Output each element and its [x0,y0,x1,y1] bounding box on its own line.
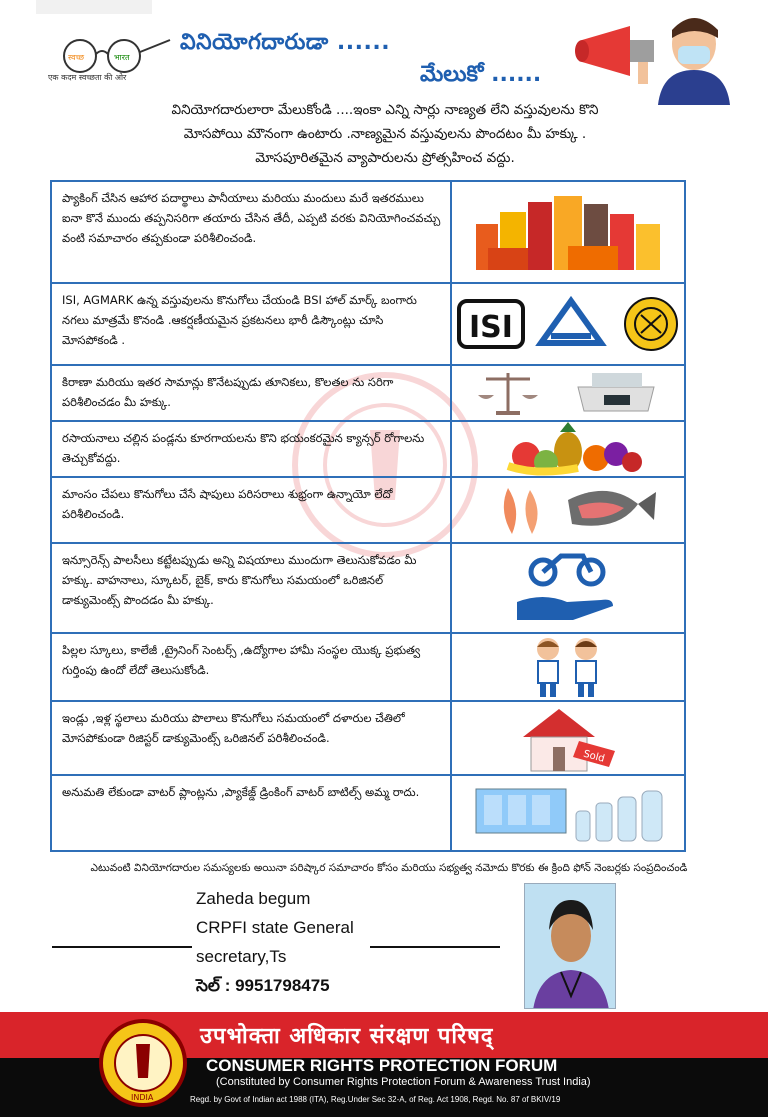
fruits-icon [452,422,684,476]
meat-fish-icon [452,478,684,542]
vehicle-insurance-icon [452,544,684,632]
banner-english-title: CONSUMER RIGHTS PROTECTION FORUM [206,1056,558,1075]
table-row [52,420,684,476]
tip-text: ISI, AGMARK ఉన్న వస్తువులను కొనుగోలు చేయండి BSI హాల్ మార్క్ బంగారు నగలు మాత్రమే కొనండి .ఆకర్షణీయమైన ప్రకటనలు భారీ డిస్కౌంట్లు చూసి మోసపోకండి . [52,284,452,364]
crpf-seal-icon [98,1018,188,1108]
tip-text: కిరాణా మరియు ఇతర సామాన్లు కొనేటప్పుడు తూనికలు, కొలతల ను సరిగా పరిశీలించడం మీ హక్కు. [52,366,452,420]
water-bottles-icon [452,776,684,850]
seal-india-label: INDIA [131,1093,154,1102]
intro-line2: మోసపోయి మౌనంగా ఉంటారు .నాణ్యమైన వస్తువులను పొందటం మీ హక్కు . [183,126,587,142]
title-line1: వినియోగదారుడా ...... [180,30,391,55]
packaged-food-icon [452,182,684,282]
tip-text: రసాయనాలు చల్లిన పండ్లను కూరగాయలను కొని భయంకరమైన క్యాన్సర్ రోగాలను తెచ్చుకోవద్దు. [52,422,452,476]
table-row [52,364,684,420]
tip-text: ఇండ్లు ,ఇళ్ల స్థలాలు మరియు పొలాలు కొనుగోలు సమయంలో దళారుల చేతిలో మోసపోకుండా రిజిస్టర్ డాక్యుమెంట్స్ ఒరిజినల్ పరిశీలించండి. [52,702,452,774]
swachh-left-text: स्वच्छ [68,53,85,62]
intro-line3: మోసపూరితమైన వ్యాపారులను ప్రోత్సహించ వద్దు. [255,150,515,166]
contact-role-line1: CRPFI state General [196,918,354,937]
tips-table [50,180,686,852]
table-row [52,700,684,774]
header [0,0,768,100]
weighing-scale-icon [452,366,684,420]
school-children-icon [452,634,684,700]
intro-line1: వినియోగదారులారా మేలుకోండి ....ఇంకా ఎన్ని సార్లు నాణ్యత లేని వస్తువులను కొని [171,102,599,118]
swachh-tagline: एक कदम स्वच्छता की ओर [48,73,127,82]
divider-right [370,946,500,948]
tip-text: మాంసం చేపలు కొనుగోలు చేసే షాపులు పరిసరాలు శుభ్రంగా ఉన్నాయో లేదో పరిశీలించండి. [52,478,452,542]
banner-subtitle: (Constituted by Consumer Rights Protection Forum & Awareness Trust India) [216,1076,591,1088]
contact-block [196,884,354,1000]
isi-mark-label: ISI [469,310,513,345]
contact-role-line2: secretary,Ts [196,947,287,966]
banner-registration: Regd. by Govt of Indian act 1988 (ITA), Reg.Under Sec 32-A, of Reg. Act 1908, Regd. No. 87 of BKIV/19 [190,1095,561,1104]
title-line2: మేలుకో ...... [420,62,542,87]
table-row [52,182,684,282]
tip-text: అనుమతి లేకుండా వాటర్ ప్లాంట్లను ,ప్యాకేజ్డ్ డ్రింకింగ్ వాటర్ బాటిల్స్ అమ్మ రాదు. [52,776,452,850]
table-row [52,476,684,542]
megaphone-man-icon [572,10,732,105]
contact-phone: సెల్ : 9951798475 [196,976,330,995]
intro-paragraph [40,98,730,170]
house-sold-icon [452,702,684,774]
table-row [52,542,684,632]
sold-label: Sold [582,748,606,765]
contact-photo [524,883,616,1009]
tip-text: ప్యాకింగ్ చేసిన ఆహార పదార్థాలు పానీయాలు మరియు మందులు మరే ఇతరములు ఐనా కొనే ముందు తప్పనిసరిగా తయారు చేసిన తేదీ, ఎప్పటి వరకు వినియోగించవచ్చు వంటి సమాచారం తప్పకుండా పరిశీలించండి. [52,182,452,282]
banner-hindi-title: उपभोक्ता अधिकार संरक्षण परिषद् [200,1024,494,1049]
tip-text: ఇన్సూరెన్స్ పాలసీలు కట్టేటప్పుడు అన్ని విషయాలు ముందుగా తెలుసుకోవడం మీ హక్కు. వాహనాలు, స్కూటర్, బైక్, కారు కొనుగోలు సమయంలో ఒరిజినల్ డాక్యుమెంట్స్ పొందడం మీ హక్కు. [52,544,452,632]
divider-left [52,946,192,948]
contact-name: Zaheda begum [196,889,311,908]
swachh-right-text: भारत [114,53,130,62]
table-row [52,774,684,850]
tip-text: పిల్లల స్కూలు, కాలేజీ ,ట్రైనింగ్ సెంటర్స్ ,ఉద్యోగాల హామీ సంస్థల యొక్క ప్రభుత్వ గుర్తింపు ఉందో లేదో తెలుసుకోండి. [52,634,452,700]
footer-note: ఎటువంటి వినియోగదారుల సమస్యలకు అయినా పరిష్కార సమాచారం కోసం మరియు సభ్యత్వ నమోదు కొరకు ఈ క్రింది ఫోన్ నెంబర్లకు సంప్రదించండి [90,862,688,874]
table-row [52,632,684,700]
table-row [52,282,684,364]
certification-marks-icon [452,284,684,364]
